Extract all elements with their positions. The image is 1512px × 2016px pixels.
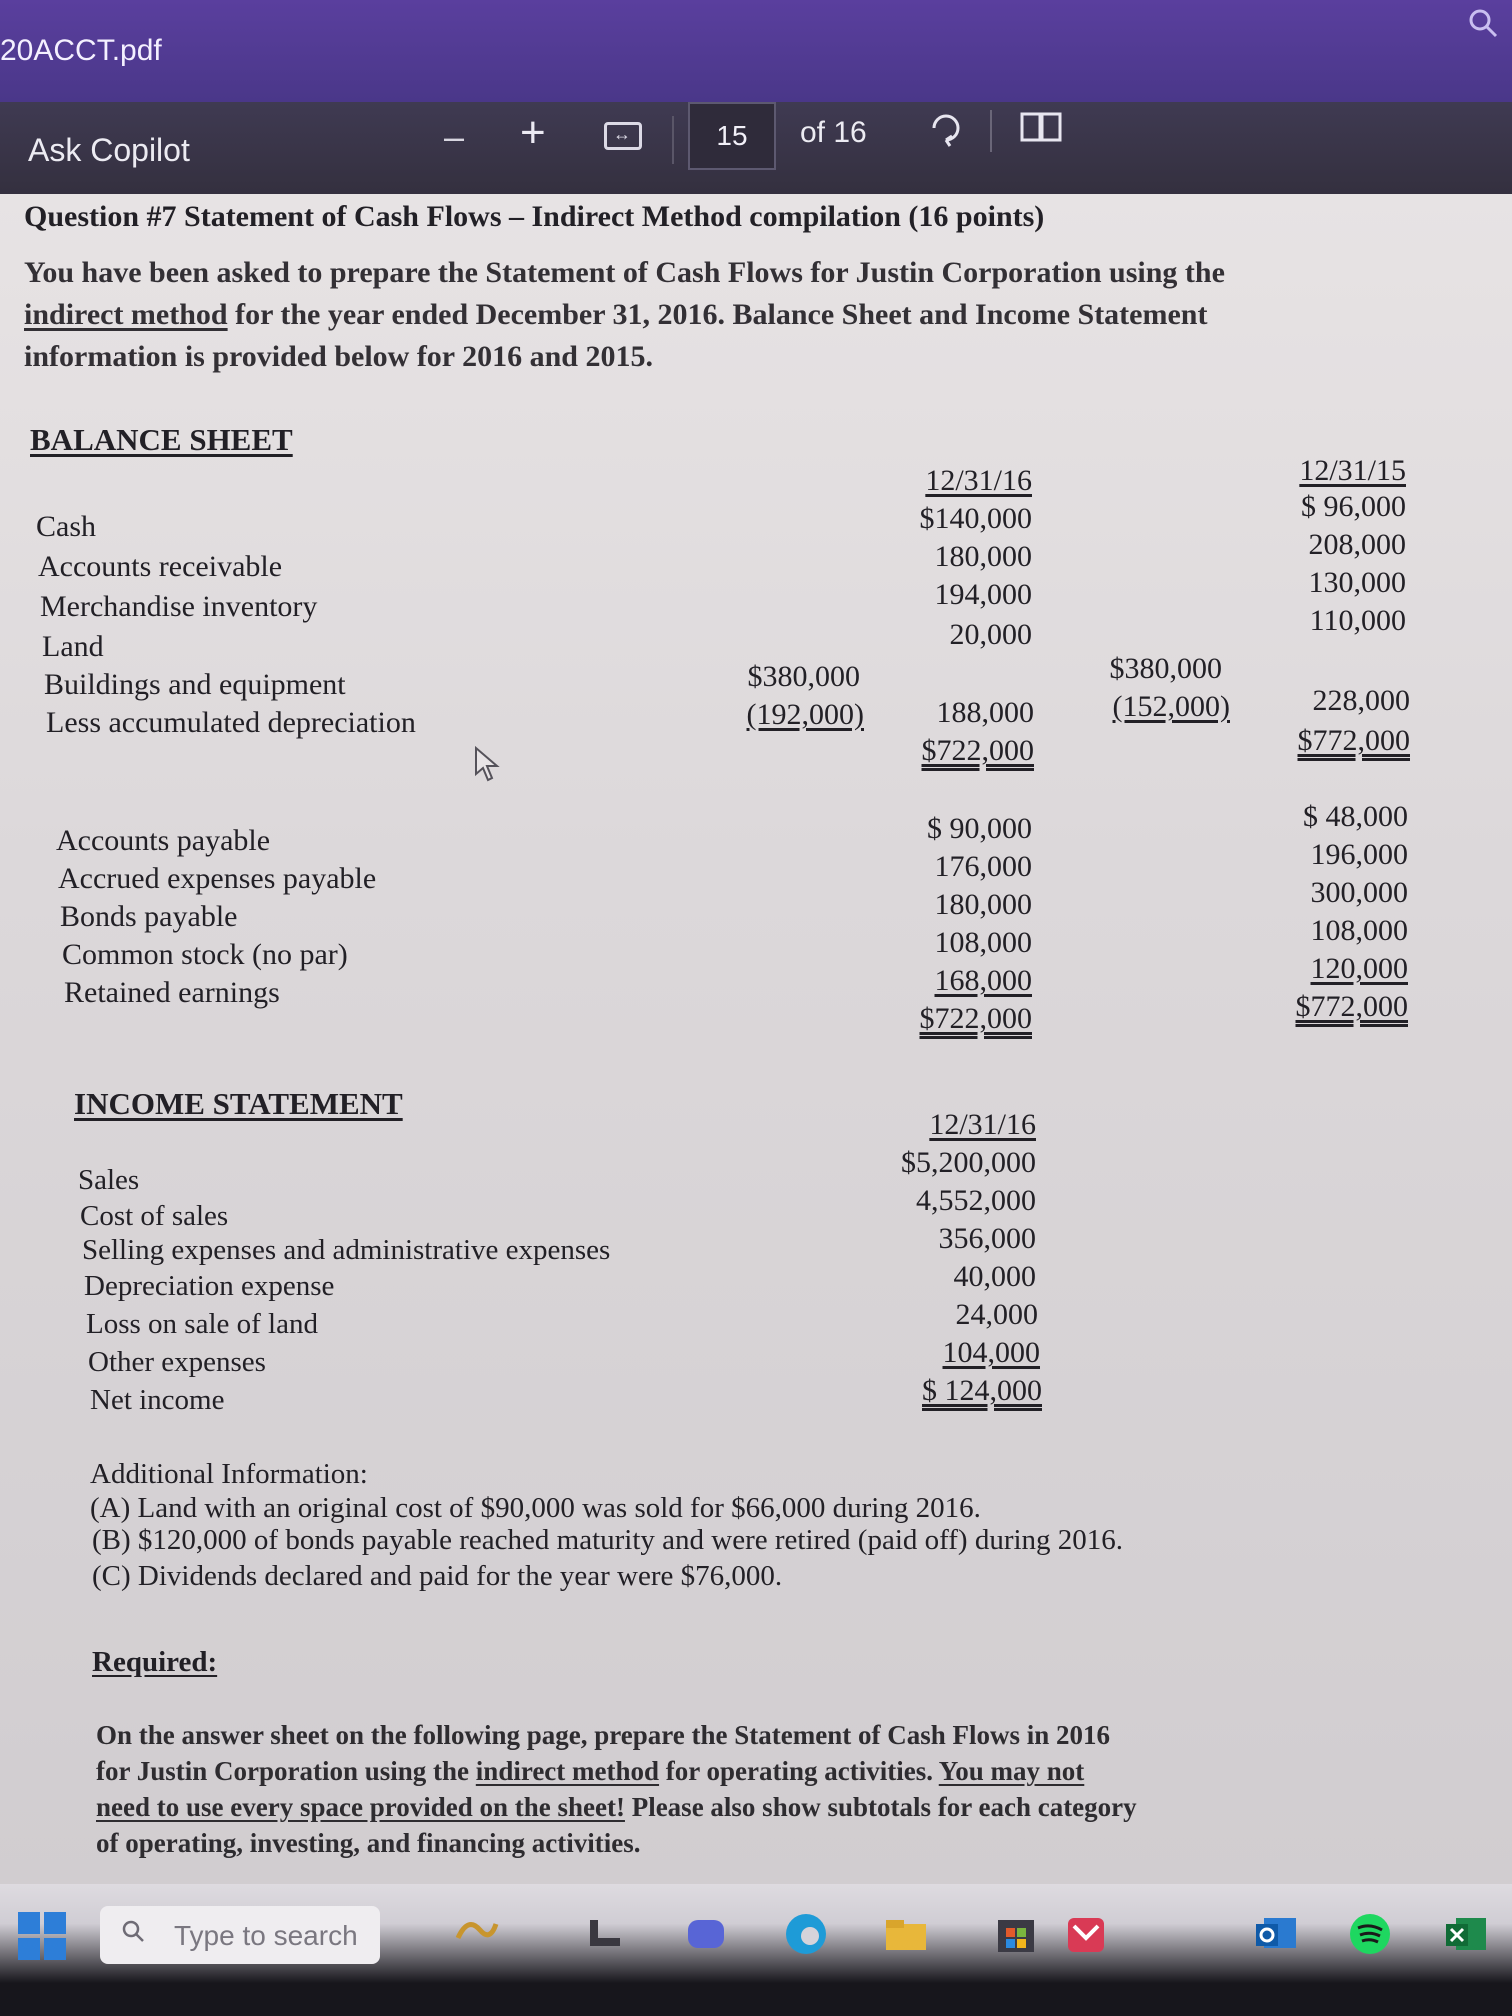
page-number-input[interactable]: 15 bbox=[688, 102, 776, 170]
microsoft-store-icon[interactable] bbox=[990, 1908, 1042, 1960]
additional-info-heading: Additional Information: bbox=[90, 1458, 368, 1490]
taskbar bbox=[0, 1884, 1512, 2016]
net-buildings-2015: 228,000 bbox=[1312, 684, 1410, 717]
liability-value-2015: $ 48,000 bbox=[1303, 800, 1408, 833]
accum-depr-2016: (192,000) bbox=[746, 698, 864, 731]
liability-value-2015: 108,000 bbox=[1310, 914, 1408, 947]
widgets-icon[interactable] bbox=[450, 1908, 502, 1960]
required-heading: Required: bbox=[92, 1646, 218, 1678]
required-line-3-rest: Please also show subtotals for each category bbox=[624, 1792, 1137, 1822]
zoom-in-button[interactable]: + bbox=[520, 108, 546, 157]
spotify-icon[interactable] bbox=[1344, 1908, 1396, 1960]
liability-value-2016: 168,000 bbox=[934, 964, 1032, 997]
required-line-2 bbox=[96, 1756, 1084, 1787]
page-view-icon[interactable] bbox=[1018, 108, 1066, 148]
toolbar-divider bbox=[672, 116, 674, 164]
windows-start-icon[interactable] bbox=[18, 1912, 66, 1960]
teams-chat-icon[interactable] bbox=[680, 1908, 732, 1960]
asset-value-2015: 130,000 bbox=[1308, 566, 1406, 599]
intro-line-1: You have been asked to prepare the Statement of Cash Flows for Justin Corporation using the bbox=[24, 256, 1225, 289]
asset-label: Accounts receivable bbox=[38, 550, 283, 583]
liability-label: Accrued expenses payable bbox=[58, 862, 377, 895]
balance-sheet-heading: BALANCE SHEET bbox=[30, 422, 293, 457]
is-value: 104,000 bbox=[942, 1336, 1040, 1369]
is-label: Cost of sales bbox=[80, 1200, 229, 1232]
pdf-toolbar bbox=[0, 102, 1512, 194]
is-value: 356,000 bbox=[938, 1222, 1036, 1255]
liability-label: Common stock (no par) bbox=[62, 938, 348, 971]
total-liabilities-2015: $772,000 bbox=[1295, 990, 1408, 1023]
required-line-1: On the answer sheet on the following page, prepare the Statement of Cash Flows in 2016 bbox=[96, 1720, 1110, 1750]
asset-label: Less accumulated depreciation bbox=[46, 706, 416, 739]
file-explorer-icon[interactable] bbox=[880, 1908, 932, 1960]
net-income-value: $ 124,000 bbox=[922, 1374, 1042, 1407]
asset-label: Land bbox=[42, 630, 104, 663]
asset-value-2015: 208,000 bbox=[1308, 528, 1406, 561]
intro-underlined-text: indirect method bbox=[24, 298, 228, 331]
edge-browser-icon[interactable] bbox=[780, 1908, 832, 1960]
outlook-icon[interactable] bbox=[1250, 1908, 1302, 1960]
col-header-2015: 12/31/15 bbox=[1299, 454, 1406, 487]
liability-label: Bonds payable bbox=[60, 900, 238, 933]
fit-page-icon[interactable]: ↔ bbox=[604, 122, 642, 150]
required-underlined-text: indirect method bbox=[475, 1756, 660, 1786]
asset-value-2016: 20,000 bbox=[949, 618, 1032, 651]
asset-label: Cash bbox=[36, 510, 96, 543]
income-statement-heading: INCOME STATEMENT bbox=[74, 1086, 403, 1121]
question-title: Question #7 Statement of Cash Flows – Indirect Method compilation (16 points) bbox=[24, 200, 1045, 233]
rotate-icon[interactable] bbox=[926, 108, 966, 148]
liability-value-2016: $ 90,000 bbox=[927, 812, 1032, 845]
is-label: Depreciation expense bbox=[84, 1270, 335, 1302]
additional-info-a: (A) Land with an original cost of $90,000 was sold for $66,000 during 2016. bbox=[90, 1492, 981, 1524]
accum-depr-2015: (152,000) bbox=[1112, 690, 1230, 723]
liability-value-2015: 196,000 bbox=[1310, 838, 1408, 871]
asset-label: Buildings and equipment bbox=[44, 668, 346, 701]
is-col-header-2016: 12/31/16 bbox=[929, 1108, 1036, 1141]
intro-line-3: information is provided below for 2016 and 2015. bbox=[24, 340, 653, 373]
required-underlined-text: You may not bbox=[938, 1756, 1085, 1786]
task-view-icon[interactable] bbox=[580, 1908, 632, 1960]
ask-copilot-button[interactable]: Ask Copilot bbox=[28, 132, 190, 168]
required-line-2-part: for Justin Corporation using the bbox=[96, 1756, 476, 1786]
search-icon bbox=[120, 1918, 146, 1944]
liability-value-2016: 176,000 bbox=[934, 850, 1032, 883]
liability-value-2016: 108,000 bbox=[934, 926, 1032, 959]
search-icon[interactable] bbox=[1466, 6, 1500, 40]
search-placeholder: Type to search bbox=[174, 1920, 358, 1951]
total-assets-2016: $722,000 bbox=[921, 734, 1034, 767]
net-buildings-2016: 188,000 bbox=[936, 696, 1034, 729]
is-value: 40,000 bbox=[953, 1260, 1036, 1293]
zoom-out-button[interactable]: – bbox=[444, 116, 465, 157]
is-label: Selling expenses and administrative expenses bbox=[82, 1234, 611, 1266]
buildings-gross-2015: $380,000 bbox=[1109, 652, 1222, 685]
pdf-page bbox=[0, 194, 1512, 1884]
is-value: 4,552,000 bbox=[916, 1184, 1036, 1217]
asset-label: Merchandise inventory bbox=[40, 590, 318, 623]
asset-value-2016: 194,000 bbox=[934, 578, 1032, 611]
is-label: Sales bbox=[78, 1164, 140, 1196]
page-total: of 16 bbox=[800, 116, 867, 149]
asset-value-2015: $ 96,000 bbox=[1301, 490, 1406, 523]
is-label: Net income bbox=[90, 1384, 225, 1416]
window-filename: 20ACCT.pdf bbox=[0, 34, 162, 67]
excel-icon[interactable] bbox=[1440, 1908, 1492, 1960]
is-value: 24,000 bbox=[955, 1298, 1038, 1331]
required-line-4: of operating, investing, and financing activities. bbox=[96, 1828, 641, 1858]
mail-app-icon[interactable] bbox=[1060, 1908, 1112, 1960]
required-underlined-text: need to use every space provided on the sheet! bbox=[96, 1792, 625, 1822]
is-label: Other expenses bbox=[88, 1346, 266, 1378]
additional-info-b: (B) $120,000 of bonds payable reached maturity and were retired (paid off) during 2016. bbox=[92, 1524, 1124, 1556]
buildings-gross-2016: $380,000 bbox=[747, 660, 860, 693]
asset-value-2016: $140,000 bbox=[919, 502, 1032, 535]
liability-label: Accounts payable bbox=[56, 824, 271, 857]
liability-value-2016: 180,000 bbox=[934, 888, 1032, 921]
is-label: Loss on sale of land bbox=[86, 1308, 318, 1340]
is-value: $5,200,000 bbox=[901, 1146, 1036, 1179]
intro-line-2-rest: for the year ended December 31, 2016. Balance Sheet and Income Statement bbox=[227, 298, 1208, 331]
required-line-3 bbox=[96, 1792, 1137, 1823]
liability-value-2015: 300,000 bbox=[1310, 876, 1408, 909]
asset-value-2016: 180,000 bbox=[934, 540, 1032, 573]
total-assets-2015: $772,000 bbox=[1297, 724, 1410, 757]
required-line-2-part: for operating activities. bbox=[659, 1756, 939, 1786]
asset-value-2015: 110,000 bbox=[1309, 604, 1406, 637]
intro-line-2 bbox=[24, 298, 1207, 332]
col-header-2016: 12/31/16 bbox=[925, 464, 1032, 497]
liability-label: Retained earnings bbox=[64, 976, 280, 1009]
liability-value-2015: 120,000 bbox=[1310, 952, 1408, 985]
additional-info-c: (C) Dividends declared and paid for the year were $76,000. bbox=[92, 1560, 783, 1592]
title-bar bbox=[0, 0, 1512, 102]
mouse-cursor-icon bbox=[470, 744, 504, 784]
total-liabilities-2016: $722,000 bbox=[919, 1002, 1032, 1035]
toolbar-divider bbox=[990, 110, 992, 152]
taskbar-search-box[interactable] bbox=[100, 1906, 380, 1964]
